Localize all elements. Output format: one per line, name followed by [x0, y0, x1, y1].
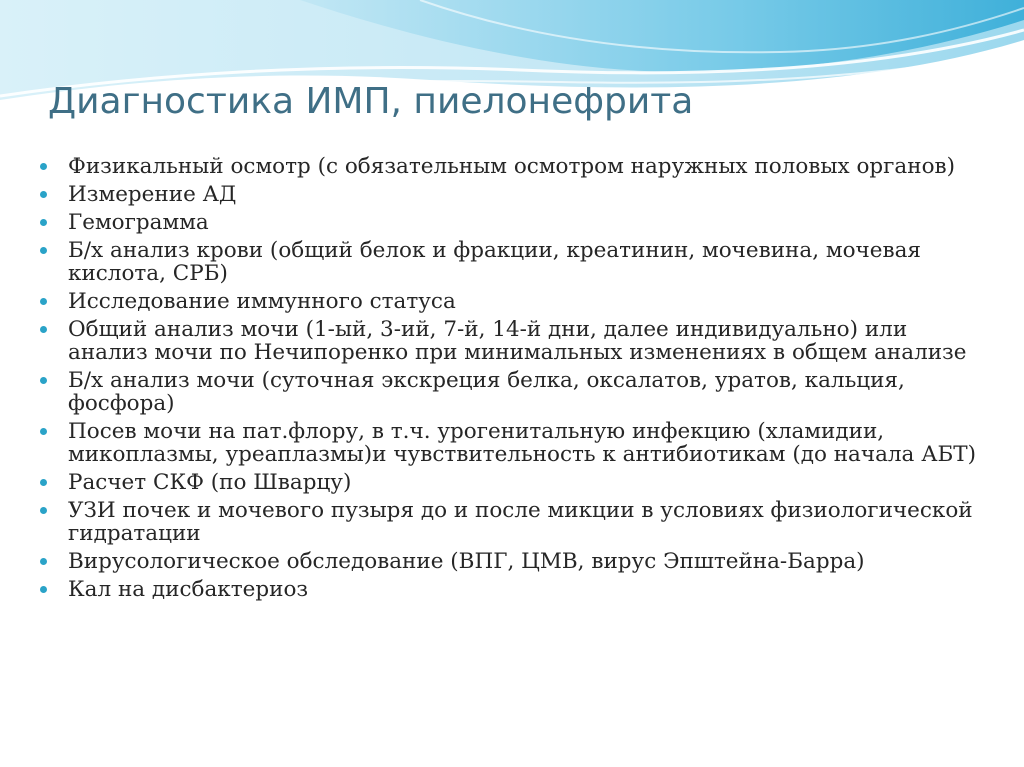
bullet-dot-icon — [40, 377, 47, 384]
list-item-text: Вирусологическое обследование (ВПГ, ЦМВ, вирус Эпштейна-Барра) — [68, 549, 865, 574]
list-item — [38, 420, 988, 466]
bullet-dot-icon — [40, 219, 47, 226]
list-item — [38, 369, 988, 415]
bullet-dot-icon — [40, 298, 47, 305]
list-item — [38, 290, 988, 313]
list-item — [38, 499, 988, 545]
list-item — [38, 211, 988, 234]
list-item — [38, 318, 988, 364]
list-item-text: УЗИ почек и мочевого пузыря до и после микции в условиях физиологической гидратации — [68, 498, 973, 546]
list-item-text: Кал на дисбактериоз — [68, 577, 309, 602]
bullet-dot-icon — [40, 558, 47, 565]
list-item — [38, 578, 988, 601]
list-item — [38, 183, 988, 206]
bullet-dot-icon — [40, 507, 47, 514]
list-item-text: Физикальный осмотр (с обязательным осмотром наружных половых органов) — [68, 154, 956, 179]
bullet-dot-icon — [40, 191, 47, 198]
list-item-text: Б/х анализ мочи (суточная экскреция белка, оксалатов, уратов, кальция, фосфора) — [68, 368, 905, 416]
list-item-text: Измерение АД — [68, 182, 237, 207]
list-item-text: Посев мочи на пат.флору, в т.ч. урогенитальную инфекцию (хламидии, микоплазмы, уреаплазмы)и чувствительность к антибиотикам (до начала АБТ) — [68, 419, 977, 467]
bullet-dot-icon — [40, 326, 47, 333]
list-item-text: Гемограмма — [68, 210, 209, 235]
bullet-dot-icon — [40, 428, 47, 435]
bullet-dot-icon — [40, 479, 47, 486]
list-item-text: Б/х анализ крови (общий белок и фракции, креатинин, мочевина, мочевая кислота, СРБ) — [68, 238, 921, 286]
slide-title: Диагностика ИМП, пиелонефрита — [48, 81, 694, 122]
list-item-text: Расчет СКФ (по Шварцу) — [68, 470, 352, 495]
list-item — [38, 239, 988, 285]
bullet-dot-icon — [40, 586, 47, 593]
list-item — [38, 155, 988, 178]
bullet-list — [38, 155, 988, 606]
bullet-dot-icon — [40, 163, 47, 170]
bullet-dot-icon — [40, 247, 47, 254]
list-item-text: Общий анализ мочи (1-ый, 3-ий, 7-й, 14-й дни, далее индивидуально) или анализ мочи по Нечипоренко при минимальных изменениях в общем анализе — [68, 317, 967, 365]
list-item — [38, 550, 988, 573]
list-item — [38, 471, 988, 494]
list-item-text: Исследование иммунного статуса — [68, 289, 456, 314]
